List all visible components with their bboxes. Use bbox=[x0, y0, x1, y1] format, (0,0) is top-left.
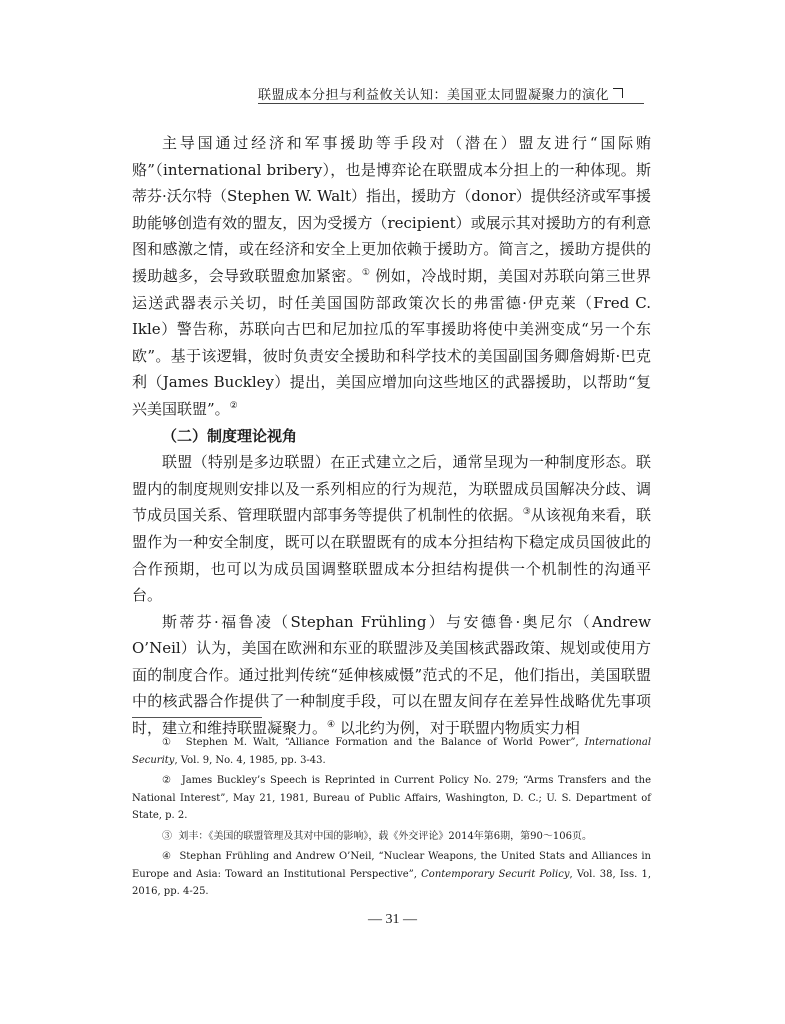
footnote-text: Stephan Frühling and Andrew O’Neil, “Nuclear Weapons, the United Stats and Alliances in Europe and Asia: Toward an Institutional Perspective”, bbox=[132, 851, 651, 880]
note-mark: ① bbox=[361, 267, 371, 278]
footnote-text: James Buckley’s Speech is Reprinted in Current Policy No. 279; “Arms Transfers and the National Interest”, May 21, 1981, Bureau of Public Affairs, Washington, D. C.; U. S. Department of State, p. 2. bbox=[132, 775, 651, 821]
footnote bbox=[132, 828, 651, 846]
running-header bbox=[258, 84, 644, 103]
footnote-mark: ① bbox=[162, 737, 174, 748]
footnote-rest: , Vol. 38, Iss. 1, 2016, pp. 4-25. bbox=[132, 868, 651, 897]
footnotes bbox=[132, 734, 651, 904]
footnote-mark: ③ bbox=[162, 830, 172, 842]
paragraph-text: 联盟（特别是多边联盟）在正式建立之后，通常呈现为一种制度形态。联盟内的制度规则安排以及一系列相应的行为规范，为联盟成员国解决分歧、调节成员国关系、管理联盟内部事务等提供了机制性的依据。 bbox=[132, 453, 651, 525]
footnote-mark: ② bbox=[162, 775, 173, 786]
paragraph-text: 主导国通过经济和军事援助等手段对（潜在）盟友进行“国际贿赂”（international bribery），也是博弈论在联盟成本分担上的一种体现。斯蒂芬·沃尔特（Stephen W. Walt）指出，援助方（donor）提供经济或军事援助能够创造有效的盟友，因为受援方（recipient）或展示其对援助方的有利意图和感激之情，或在经济和安全上更加依赖于援助方。简言之，援助方提供的援助越多，会导致联盟愈加紧密。 bbox=[132, 134, 651, 285]
paragraph-text: 斯蒂芬·福鲁凌（Stephan Frühling）与安德鲁·奥尼尔（Andrew O’Neil）认为，美国在欧洲和东亚的联盟涉及美国核武器政策、规划或使用方面的制度合作。通过批判传统“延伸核威慑”范式的不足，他们指出，美国联盟中的核武器合作提供了一种制度手段，可以在盟友间存在差异性战略优先事项时，建立和维持联盟凝聚力。 bbox=[132, 612, 651, 738]
paragraph-text: 从该视角来看，联盟作为一种安全制度，既可以在联盟既有的成本分担结构下稳定成员国彼此的合作预期，也可以为成员国调整联盟成本分担结构提供一个机制性的沟通平台。 bbox=[132, 506, 651, 605]
section-heading: （二）制度理论视角 bbox=[162, 426, 298, 445]
note-mark: ② bbox=[229, 400, 238, 411]
footnote-source: Contemporary Securit Policy bbox=[421, 868, 570, 880]
header-rule bbox=[258, 103, 644, 104]
header-corner-mark bbox=[613, 88, 623, 98]
footnote-rest: , Vol. 9, No. 4, 1985, pp. 3-43. bbox=[174, 754, 326, 766]
paragraph bbox=[132, 130, 651, 423]
body-text bbox=[132, 130, 651, 742]
footnote-text: Stephen M. Walt, “Alliance Formation and the Balance of World Power”, bbox=[185, 737, 579, 748]
note-mark: ③ bbox=[522, 507, 531, 518]
footnote-text: 刘丰：《美国的联盟管理及其对中国的影响》，载《外交评论》2014年第6期，第90～106页。 bbox=[178, 830, 592, 842]
running-header-text: 联盟成本分担与利益攸关认知：美国亚太同盟凝聚力的演化 bbox=[258, 88, 610, 103]
page-number: — 31 — bbox=[368, 912, 417, 927]
paragraph-text: 以北约为例，对于联盟内物质实力相 bbox=[339, 719, 580, 738]
footnote bbox=[132, 848, 651, 901]
footnote-source: International Security bbox=[132, 737, 652, 766]
footnote-mark: ④ bbox=[162, 851, 172, 862]
note-mark: ④ bbox=[327, 720, 336, 731]
footnote-rule bbox=[132, 717, 262, 718]
footnote bbox=[132, 772, 651, 825]
paragraph bbox=[132, 449, 651, 609]
footnote bbox=[132, 734, 651, 769]
paragraph bbox=[132, 609, 651, 742]
paragraph-text: 例如，冷战时期，美国对苏联向第三世界运送武器表示关切，时任美国国防部政策次长的弗雷德·伊克莱（Fred C. Ikle）警告称，苏联向古巴和尼加拉瓜的军事援助将使中美洲变成“另一个东欧”。基于该逻辑，彼时负责安全援助和科学技术的美国副国务卿詹姆斯·巴克利（James Buckley）提出，美国应增加向这些地区的武器援助，以帮助“复兴美国联盟”。 bbox=[132, 266, 651, 418]
